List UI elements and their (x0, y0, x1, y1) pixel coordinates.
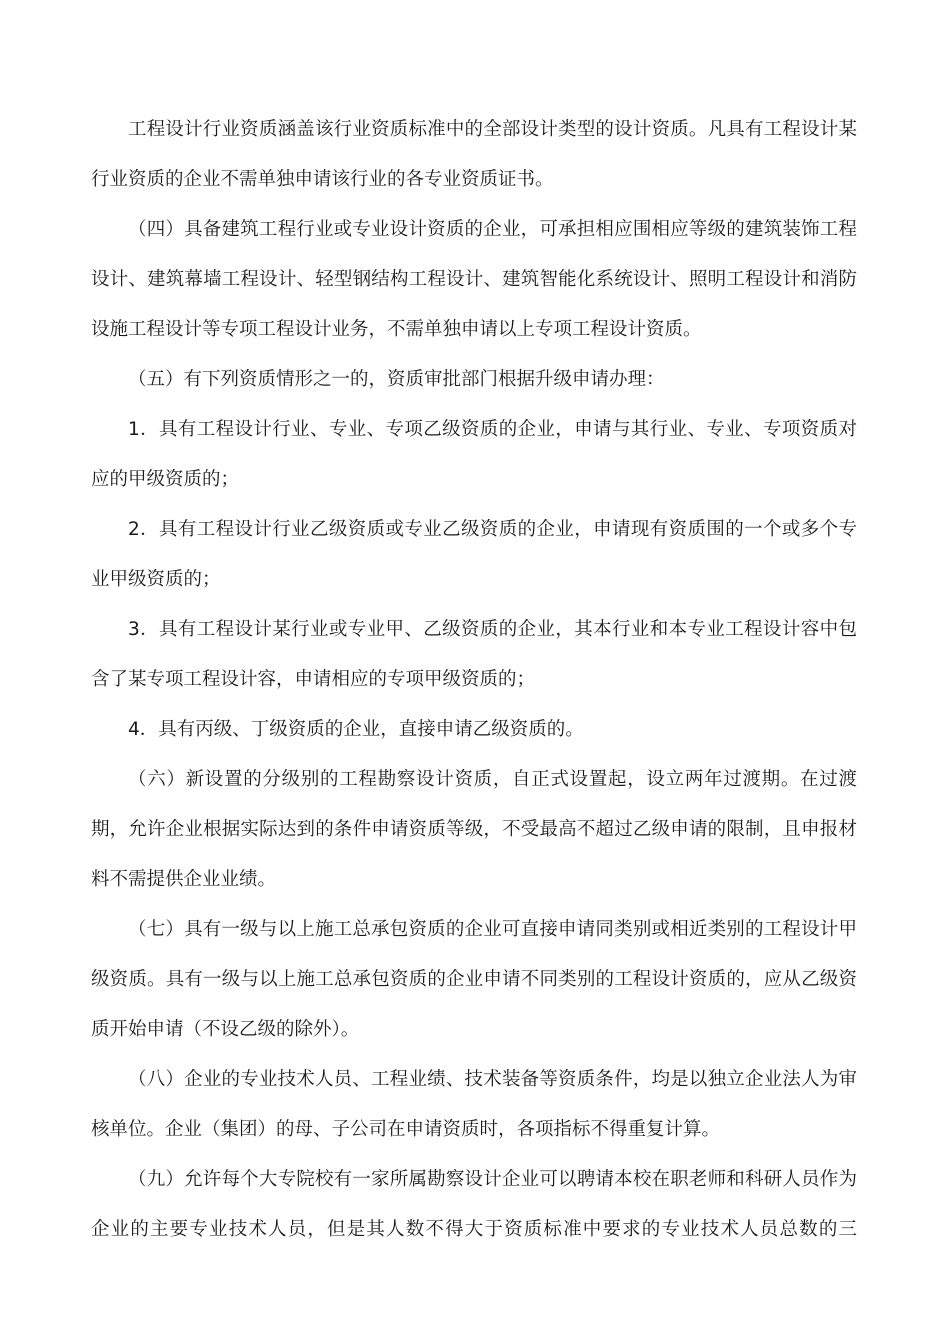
paragraph-item-5-2: 2．具有工程设计行业乙级资质或专业乙级资质的企业，申请现有资质围的一个或多个专业甲级资质的； (91, 519, 857, 590)
document-body (91, 105, 857, 1255)
paragraph-item-5: （五）有下列资质情形之一的，资质审批部门根据升级申请办理： (128, 369, 665, 390)
paragraph-item-5-4: 4．具有丙级、丁级资质的企业，直接申请乙级资质的。 (128, 719, 584, 740)
paragraph-item-5-3: 3．具有工程设计某行业或专业甲、乙级资质的企业，其本行业和本专业工程设计容中包含了某专项工程设计容，申请相应的专项甲级资质的； (91, 619, 857, 690)
paragraph-item-4: （四）具备建筑工程行业或专业设计资质的企业，可承担相应围相应等级的建筑装饰工程设计、建筑幕墙工程设计、轻型钢结构工程设计、建筑智能化系统设计、照明工程设计和消防设施工程设计等专项工程设计业务，不需单独申请以上专项工程设计资质。 (91, 219, 857, 340)
paragraph-item-7: （七）具有一级与以上施工总承包资质的企业可直接申请同类别或相近类别的工程设计甲级资质。具有一级与以上施工总承包资质的企业申请不同类别的工程设计资质的，应从乙级资质开始申请（不设乙级的除外）。 (91, 919, 857, 1040)
paragraph-item-5-1: 1．具有工程设计行业、专业、专项乙级资质的企业，申请与其行业、专业、专项资质对应的甲级资质的； (91, 419, 857, 490)
paragraph-item-8: （八）企业的专业技术人员、工程业绩、技术装备等资质条件，均是以独立企业法人为审核单位。企业（集团）的母、子公司在申请资质时，各项指标不得重复计算。 (91, 1069, 857, 1140)
paragraph-item-9: （九）允许每个大专院校有一家所属勘察设计企业可以聘请本校在职老师和科研人员作为企业的主要专业技术人员，但是其人数不得大于资质标准中要求的专业技术人员总数的三 (91, 1169, 857, 1240)
paragraph-design-industry-scope: 工程设计行业资质涵盖该行业资质标准中的全部设计类型的设计资质。凡具有工程设计某行业资质的企业不需单独申请该行业的各专业资质证书。 (91, 119, 857, 190)
paragraph-item-6: （六）新设置的分级别的工程勘察设计资质，自正式设置起，设立两年过渡期。在过渡期，允许企业根据实际达到的条件申请资质等级，不受最高不超过乙级申请的限制，且申报材料不需提供企业业绩。 (91, 769, 857, 890)
